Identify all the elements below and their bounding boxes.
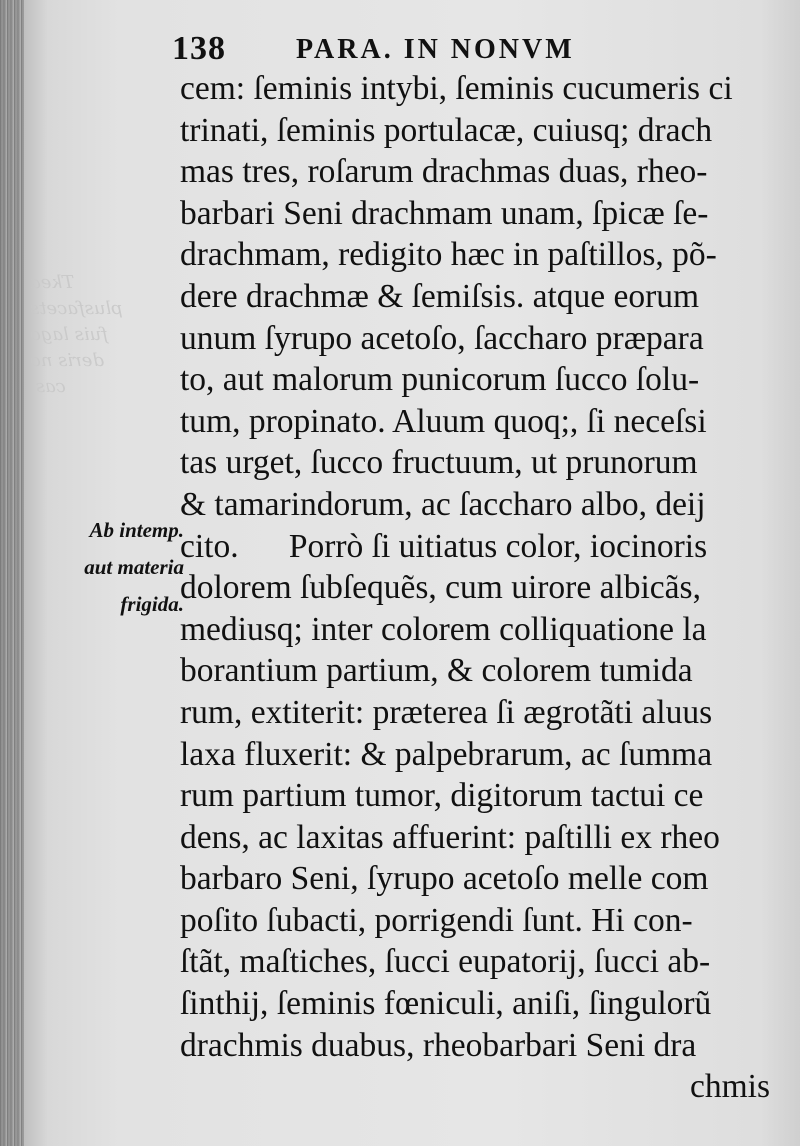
- text-line: drachmis duabus, rheobarbari Seni dra: [180, 1026, 697, 1064]
- text-line: unum ſyrupo acetoſo, ſaccharo præpara: [180, 319, 704, 357]
- text-line: mediusq; inter colorem colliquatione la: [180, 610, 707, 648]
- text-line: dere drachmæ & ſemiſsis. atque eorum: [180, 277, 700, 315]
- text-line: rum, extiterit: præterea ſi ægrotãti aluus: [180, 693, 713, 731]
- text-line: mas tres, roſarum drachmas duas, rheo-: [180, 153, 708, 191]
- text-line: rum partium tumor, digitorum tactui ce: [180, 777, 704, 815]
- bleed-line: cas.: [30, 376, 66, 397]
- text-line: trinati, ſeminis portulacæ, cuiusq; drach: [180, 111, 713, 149]
- body-text: [180, 68, 770, 1108]
- text-line-catchword: chmis: [689, 1068, 770, 1106]
- text-line: borantium partium, & colorem tumida: [180, 652, 693, 690]
- text-line: & tamarindorum, ac ſaccharo albo, deij: [180, 485, 706, 523]
- margin-note-line: aut materia: [84, 555, 184, 579]
- page-header: [172, 30, 772, 70]
- running-title: PARA. IN NONVM: [296, 34, 575, 65]
- text-line: barbari Seni drachmam unam, ſpicæ ſe-: [180, 194, 709, 232]
- text-line: dolorem ſubſequẽs, cum uirore albicãs,: [180, 569, 701, 607]
- text-line: to, aut malorum punicorum ſucco ſolu-: [180, 361, 700, 399]
- margin-note: [34, 512, 184, 623]
- bleed-line: plusfacets: [30, 298, 123, 319]
- text-line: tum, propinato. Aluum quoq;, ſi neceſsi: [180, 402, 707, 440]
- bleed-line: deris no: [30, 350, 104, 371]
- text-line: cito. Porrò ſi uitiatus color, iocinoris: [180, 527, 708, 565]
- text-line: ſtãt, maſtiches, ſucci eupatorij, ſucci ab-: [180, 943, 711, 981]
- page-spine-edge: [0, 0, 24, 1146]
- text-line: barbaro Seni, ſyrupo acetoſo melle com: [180, 860, 709, 898]
- text-line: poſito ſubacti, porrigendi ſunt. Hi con-: [180, 901, 693, 939]
- text-line: tas urget, ſucco fructuum, ut prunorum: [180, 444, 698, 482]
- bleed-through-text: [30, 270, 180, 440]
- page-number: 138: [172, 30, 226, 67]
- bleed-line: fuis lago: [30, 324, 108, 345]
- text-line: laxa fluxerit: & palpebrarum, ac ſumma: [180, 735, 713, 773]
- text-line: cem: ſeminis intybi, ſeminis cucumeris ci: [180, 70, 733, 107]
- margin-note-line: Ab intemp.: [89, 518, 184, 542]
- text-line: ſinthij, ſeminis fœniculi, aniſi, ſingulorũ: [180, 985, 712, 1023]
- bleed-line: Tkea: [30, 272, 75, 293]
- text-line: drachmam, redigito hæc in paſtillos, põ-: [180, 236, 717, 274]
- margin-note-line: frigida.: [120, 592, 184, 616]
- text-line: dens, ac laxitas affuerint: paſtilli ex rheo: [180, 818, 720, 856]
